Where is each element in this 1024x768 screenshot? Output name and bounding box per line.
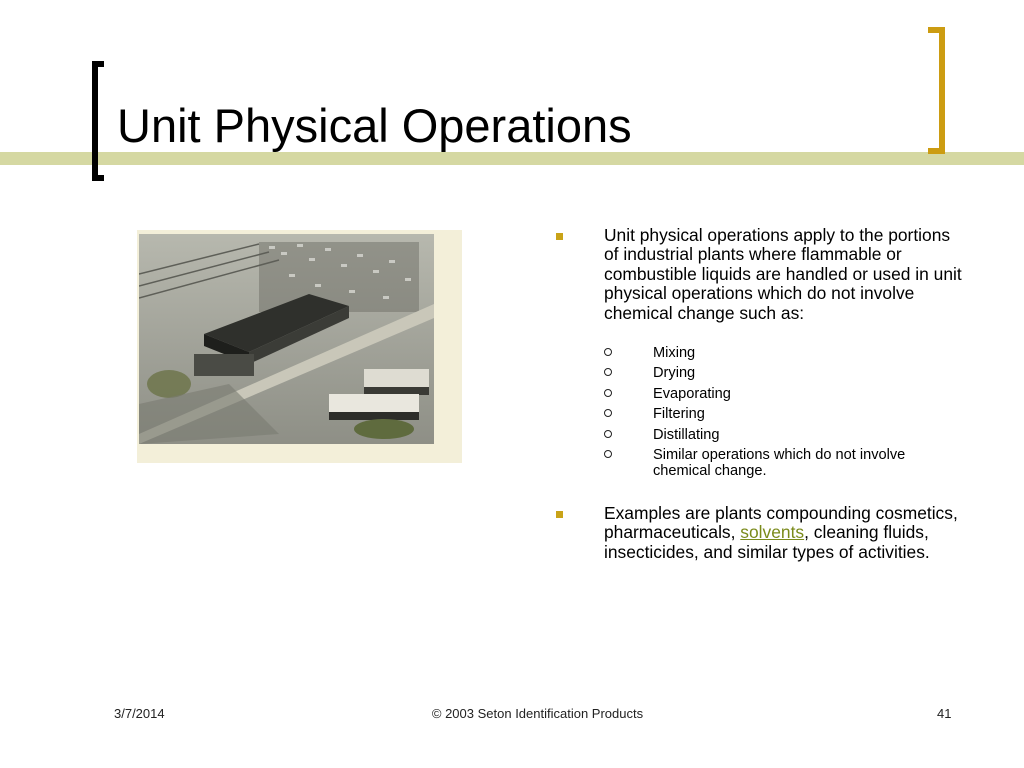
solvents-link[interactable]: solvents xyxy=(740,522,805,543)
circle-bullet-icon xyxy=(604,368,612,376)
sub-item-filtering: Filtering xyxy=(552,406,962,422)
sub-item-drying: Drying xyxy=(552,365,962,381)
sub-item-distillating: Distillating xyxy=(552,427,962,443)
operations-sub-list xyxy=(552,345,962,480)
examples-text-start: Examples are plants compounding cosmetics, pharmaceuticals, xyxy=(604,502,958,543)
bullet-examples xyxy=(552,504,962,562)
plant-photo-frame xyxy=(137,230,462,463)
circle-bullet-icon xyxy=(604,450,612,458)
sub-item-similar-operations: Similar operations which do not involve chemical change. xyxy=(552,447,962,480)
bullet-unit-operations xyxy=(552,226,962,323)
left-bracket-decoration xyxy=(92,61,104,181)
slide-content xyxy=(552,226,962,562)
footer-date: 3/7/2014 xyxy=(114,706,165,721)
footer-copyright: © 2003 Seton Identification Products xyxy=(431,706,644,721)
circle-bullet-icon xyxy=(604,389,612,397)
bullet-square-icon xyxy=(556,233,563,240)
bullet-square-icon xyxy=(556,511,563,518)
circle-bullet-icon xyxy=(604,430,612,438)
circle-bullet-icon xyxy=(604,409,612,417)
sub-item-mixing: Mixing xyxy=(552,345,962,361)
industrial-plant-photo xyxy=(139,234,434,444)
examples-text-end: , cleaning fluids, insecticides, and similar types of activities. xyxy=(604,522,930,562)
circle-bullet-icon xyxy=(604,348,612,356)
slide-title: Unit Physical Operations xyxy=(117,99,632,152)
right-bracket-decoration xyxy=(928,27,945,154)
slide-number: 41 xyxy=(937,706,952,721)
title-band xyxy=(0,152,1024,165)
bullet-text: Unit physical operations apply to the portions of industrial plants where flammable or combustible liquids are handled or used in unit physical operations which do not involve chemical change such as: xyxy=(604,225,962,323)
sub-item-evaporating: Evaporating xyxy=(552,386,962,402)
